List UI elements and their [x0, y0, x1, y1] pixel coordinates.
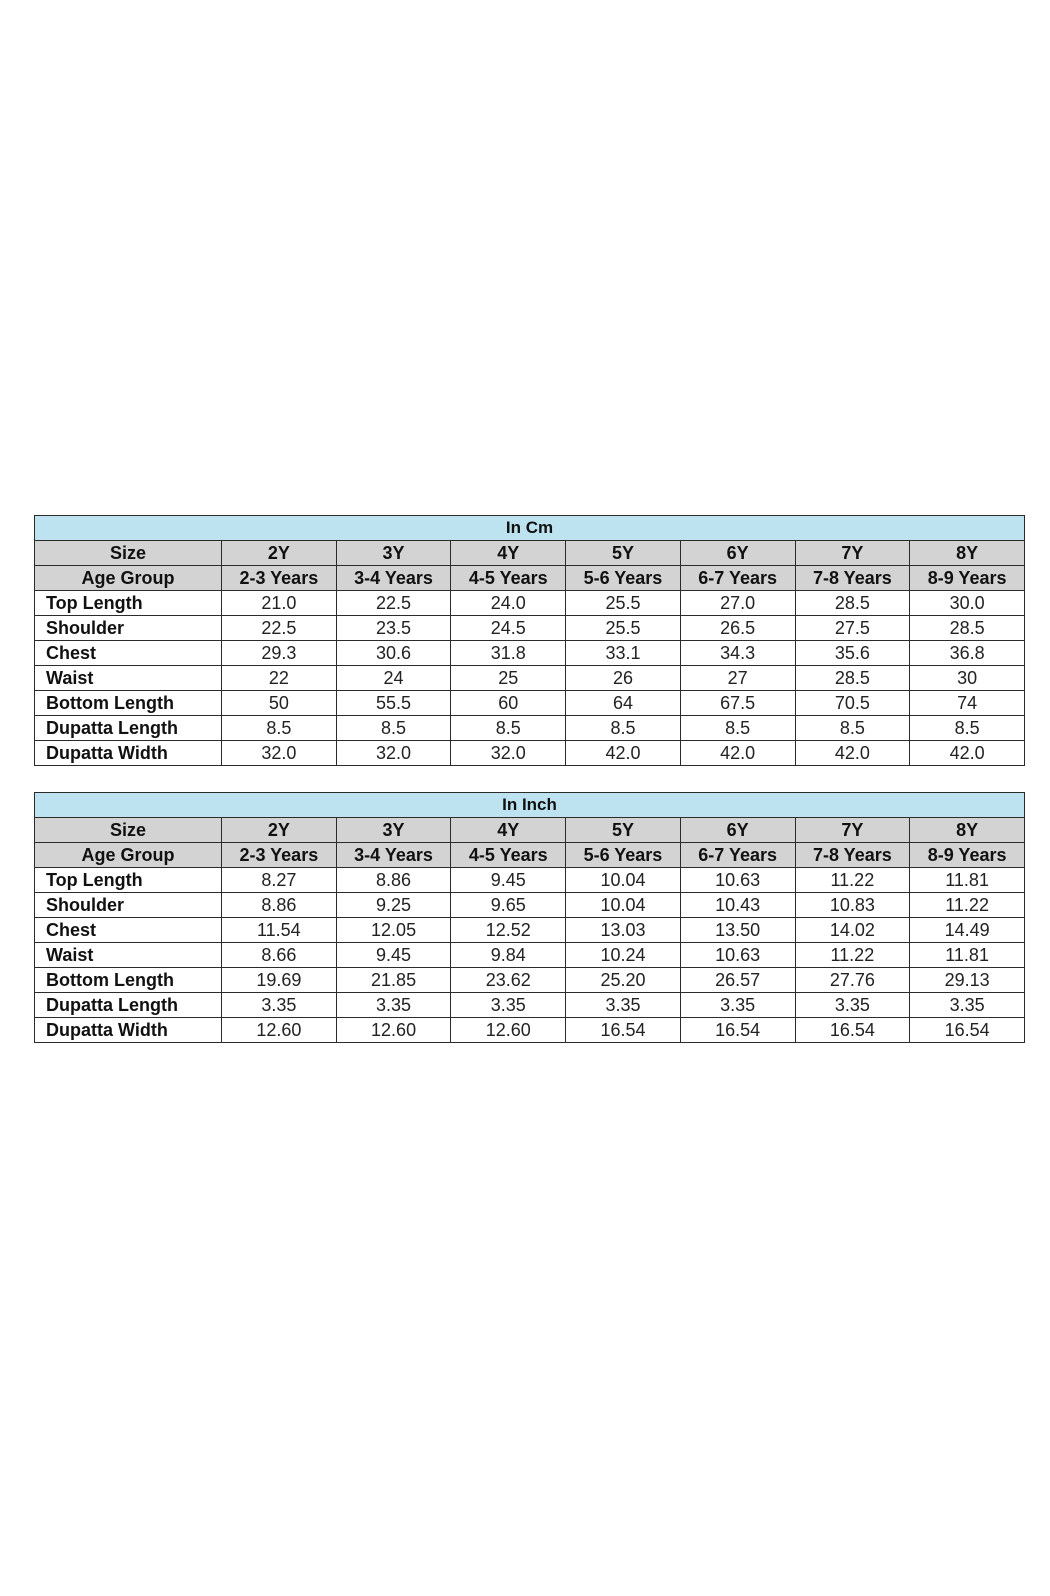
measurement-value: 11.54: [222, 918, 337, 943]
measurement-value: 12.52: [451, 918, 566, 943]
age-group-cell: 2-3 Years: [222, 843, 337, 868]
age-group-cell: 3-4 Years: [336, 843, 451, 868]
measurement-label: Dupatta Width: [35, 1018, 222, 1043]
measurement-value: 10.24: [566, 943, 681, 968]
size-chart-inch-table: [34, 792, 1025, 1043]
measurement-value: 3.35: [566, 993, 681, 1018]
table-row: [35, 591, 1025, 616]
measurement-value: 16.54: [795, 1018, 910, 1043]
measurement-value: 8.27: [222, 868, 337, 893]
measurement-value: 27.76: [795, 968, 910, 993]
age-group-cell: 8-9 Years: [910, 566, 1025, 591]
age-group-cell: 6-7 Years: [680, 843, 795, 868]
measurement-value: 23.62: [451, 968, 566, 993]
measurement-value: 16.54: [566, 1018, 681, 1043]
measurement-value: 8.5: [222, 716, 337, 741]
table-title-row: [35, 793, 1025, 818]
measurement-label: Top Length: [35, 591, 222, 616]
measurement-value: 19.69: [222, 968, 337, 993]
measurement-value: 9.65: [451, 893, 566, 918]
measurement-value: 11.81: [910, 868, 1025, 893]
measurement-value: 27: [680, 666, 795, 691]
measurement-value: 28.5: [795, 591, 910, 616]
measurement-value: 16.54: [680, 1018, 795, 1043]
age-group-cell: 7-8 Years: [795, 566, 910, 591]
measurement-value: 13.50: [680, 918, 795, 943]
table-row: [35, 616, 1025, 641]
measurement-value: 21.0: [222, 591, 337, 616]
measurement-value: 3.35: [680, 993, 795, 1018]
table-row: [35, 968, 1025, 993]
measurement-value: 12.60: [336, 1018, 451, 1043]
table-row: [35, 993, 1025, 1018]
measurement-value: 8.5: [336, 716, 451, 741]
measurement-value: 42.0: [680, 741, 795, 766]
age-group-cell: 3-4 Years: [336, 566, 451, 591]
measurement-value: 30.0: [910, 591, 1025, 616]
measurement-value: 11.22: [795, 943, 910, 968]
measurement-value: 3.35: [222, 993, 337, 1018]
table-row: [35, 741, 1025, 766]
measurement-value: 24.5: [451, 616, 566, 641]
measurement-value: 10.63: [680, 868, 795, 893]
age-group-cell: 6-7 Years: [680, 566, 795, 591]
size-header-cell: 7Y: [795, 541, 910, 566]
measurement-value: 9.45: [451, 868, 566, 893]
measurement-value: 25.20: [566, 968, 681, 993]
measurement-value: 8.5: [566, 716, 681, 741]
age-group-cell: 5-6 Years: [566, 566, 681, 591]
measurement-value: 60: [451, 691, 566, 716]
measurement-label: Top Length: [35, 868, 222, 893]
measurement-label: Dupatta Length: [35, 716, 222, 741]
size-header-cell: 4Y: [451, 818, 566, 843]
measurement-value: 42.0: [910, 741, 1025, 766]
table-row: [35, 868, 1025, 893]
size-header-cell: 7Y: [795, 818, 910, 843]
size-header-cell: 3Y: [336, 541, 451, 566]
measurement-value: 22.5: [336, 591, 451, 616]
size-label: Size: [35, 541, 222, 566]
measurement-value: 9.84: [451, 943, 566, 968]
measurement-value: 50: [222, 691, 337, 716]
measurement-value: 12.05: [336, 918, 451, 943]
table-row: [35, 666, 1025, 691]
measurement-value: 14.49: [910, 918, 1025, 943]
table-row: [35, 716, 1025, 741]
measurement-value: 10.83: [795, 893, 910, 918]
measurement-value: 27.5: [795, 616, 910, 641]
size-header-cell: 2Y: [222, 541, 337, 566]
size-header-cell: 8Y: [910, 541, 1025, 566]
measurement-value: 25.5: [566, 591, 681, 616]
measurement-value: 70.5: [795, 691, 910, 716]
age-group-label: Age Group: [35, 566, 222, 591]
measurement-label: Bottom Length: [35, 968, 222, 993]
measurement-value: 11.81: [910, 943, 1025, 968]
measurement-value: 3.35: [910, 993, 1025, 1018]
age-group-header-row: [35, 843, 1025, 868]
measurement-value: 35.6: [795, 641, 910, 666]
age-group-label: Age Group: [35, 843, 222, 868]
measurement-value: 22: [222, 666, 337, 691]
measurement-label: Shoulder: [35, 616, 222, 641]
size-header-cell: 8Y: [910, 818, 1025, 843]
measurement-value: 24: [336, 666, 451, 691]
measurement-value: 8.86: [336, 868, 451, 893]
size-label: Size: [35, 818, 222, 843]
measurement-value: 8.5: [451, 716, 566, 741]
measurement-value: 13.03: [566, 918, 681, 943]
measurement-value: 9.25: [336, 893, 451, 918]
age-group-cell: 5-6 Years: [566, 843, 681, 868]
age-group-cell: 7-8 Years: [795, 843, 910, 868]
measurement-label: Bottom Length: [35, 691, 222, 716]
measurement-value: 25: [451, 666, 566, 691]
measurement-value: 8.86: [222, 893, 337, 918]
measurement-value: 8.5: [910, 716, 1025, 741]
measurement-value: 30.6: [336, 641, 451, 666]
measurement-value: 31.8: [451, 641, 566, 666]
measurement-value: 21.85: [336, 968, 451, 993]
measurement-value: 26.5: [680, 616, 795, 641]
measurement-value: 42.0: [566, 741, 681, 766]
table-row: [35, 943, 1025, 968]
measurement-value: 27.0: [680, 591, 795, 616]
table-row: [35, 918, 1025, 943]
measurement-value: 10.04: [566, 893, 681, 918]
measurement-value: 36.8: [910, 641, 1025, 666]
table-row: [35, 691, 1025, 716]
table-title: In Cm: [35, 516, 1025, 541]
size-header-row: [35, 541, 1025, 566]
table-row: [35, 1018, 1025, 1043]
measurement-value: 3.35: [451, 993, 566, 1018]
measurement-value: 23.5: [336, 616, 451, 641]
table-row: [35, 893, 1025, 918]
measurement-value: 10.43: [680, 893, 795, 918]
measurement-value: 25.5: [566, 616, 681, 641]
measurement-value: 3.35: [795, 993, 910, 1018]
measurement-value: 12.60: [451, 1018, 566, 1043]
age-group-header-row: [35, 566, 1025, 591]
measurement-value: 3.35: [336, 993, 451, 1018]
measurement-value: 12.60: [222, 1018, 337, 1043]
size-header-cell: 4Y: [451, 541, 566, 566]
measurement-value: 29.3: [222, 641, 337, 666]
measurement-value: 28.5: [795, 666, 910, 691]
measurement-value: 32.0: [222, 741, 337, 766]
size-header-cell: 2Y: [222, 818, 337, 843]
age-group-cell: 4-5 Years: [451, 843, 566, 868]
size-header-cell: 5Y: [566, 818, 681, 843]
age-group-cell: 4-5 Years: [451, 566, 566, 591]
measurement-label: Dupatta Width: [35, 741, 222, 766]
measurement-value: 10.63: [680, 943, 795, 968]
measurement-value: 55.5: [336, 691, 451, 716]
measurement-value: 14.02: [795, 918, 910, 943]
size-header-row: [35, 818, 1025, 843]
measurement-value: 32.0: [451, 741, 566, 766]
measurement-value: 67.5: [680, 691, 795, 716]
measurement-label: Waist: [35, 666, 222, 691]
measurement-label: Chest: [35, 641, 222, 666]
measurement-value: 8.5: [795, 716, 910, 741]
measurement-value: 10.04: [566, 868, 681, 893]
measurement-label: Shoulder: [35, 893, 222, 918]
measurement-value: 64: [566, 691, 681, 716]
measurement-value: 42.0: [795, 741, 910, 766]
measurement-label: Dupatta Length: [35, 993, 222, 1018]
table-title: In Inch: [35, 793, 1025, 818]
measurement-value: 8.5: [680, 716, 795, 741]
age-group-cell: 2-3 Years: [222, 566, 337, 591]
measurement-value: 16.54: [910, 1018, 1025, 1043]
measurement-value: 11.22: [910, 893, 1025, 918]
measurement-value: 8.66: [222, 943, 337, 968]
measurement-value: 34.3: [680, 641, 795, 666]
size-header-cell: 6Y: [680, 818, 795, 843]
table-title-row: [35, 516, 1025, 541]
measurement-value: 11.22: [795, 868, 910, 893]
measurement-value: 26.57: [680, 968, 795, 993]
size-chart-cm-table: [34, 515, 1025, 766]
measurement-value: 29.13: [910, 968, 1025, 993]
size-header-cell: 6Y: [680, 541, 795, 566]
measurement-value: 30: [910, 666, 1025, 691]
measurement-value: 74: [910, 691, 1025, 716]
measurement-value: 32.0: [336, 741, 451, 766]
measurement-value: 28.5: [910, 616, 1025, 641]
age-group-cell: 8-9 Years: [910, 843, 1025, 868]
size-header-cell: 3Y: [336, 818, 451, 843]
measurement-value: 33.1: [566, 641, 681, 666]
measurement-value: 26: [566, 666, 681, 691]
table-row: [35, 641, 1025, 666]
size-header-cell: 5Y: [566, 541, 681, 566]
measurement-label: Chest: [35, 918, 222, 943]
measurement-value: 9.45: [336, 943, 451, 968]
measurement-value: 22.5: [222, 616, 337, 641]
measurement-label: Waist: [35, 943, 222, 968]
measurement-value: 24.0: [451, 591, 566, 616]
